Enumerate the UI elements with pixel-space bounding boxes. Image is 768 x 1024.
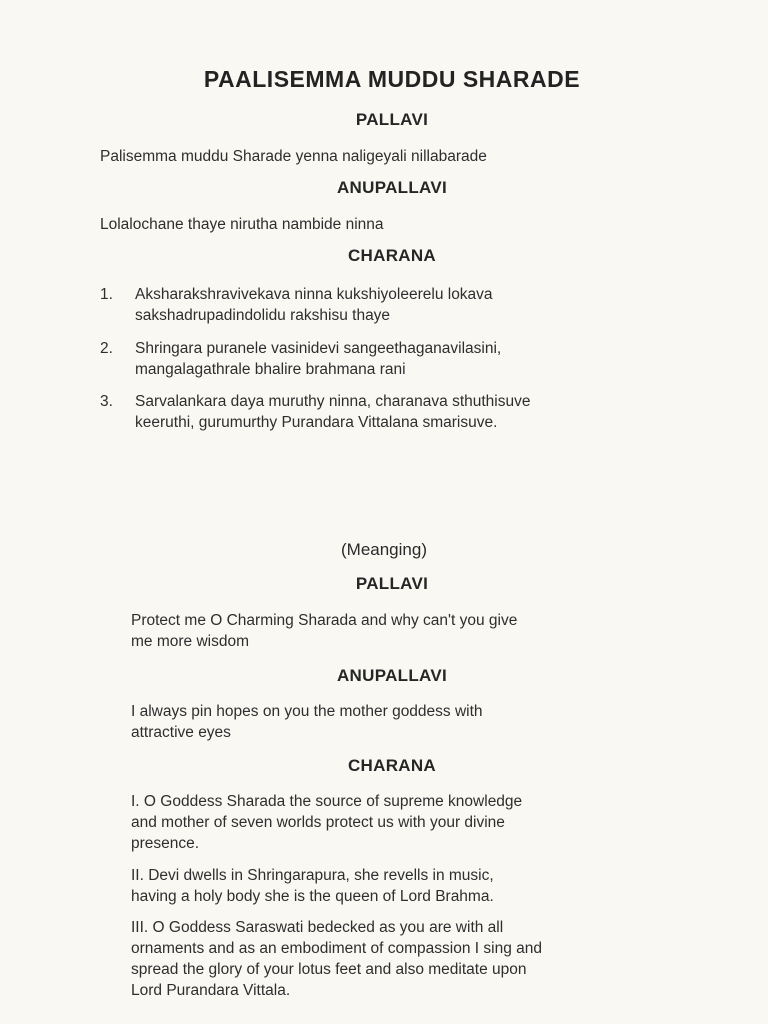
verse-number: 3. xyxy=(100,393,113,410)
verse-number: 1. xyxy=(100,286,113,303)
meaning-label: (Meanging) xyxy=(341,540,427,559)
text-line: me more wisdom xyxy=(131,633,249,650)
text-line: spread the glory of your lotus feet and also meditate upon xyxy=(131,961,527,978)
charana-heading: CHARANA xyxy=(347,246,437,265)
meaning-pallavi-heading: PALLAVI xyxy=(355,574,429,593)
text-line: and mother of seven worlds protect us with your divine xyxy=(131,814,505,831)
meaning-verse-1 xyxy=(131,791,641,854)
text-line: ornaments and as an embodiment of compassion I sing and xyxy=(131,940,542,957)
anupallavi-text: Lolalochane thaye nirutha nambide ninna xyxy=(100,216,384,233)
verse-number: 2. xyxy=(100,340,113,357)
verse-line: sakshadrupadindolidu rakshisu thaye xyxy=(135,307,391,324)
text-line: I. O Goddess Sharada the source of supreme knowledge xyxy=(131,793,523,810)
text-line: attractive eyes xyxy=(131,724,231,741)
verse-line: mangalagathrale bhalire brahmana rani xyxy=(135,361,406,378)
verse-line: Sarvalankara daya muruthy ninna, charanava sthuthisuve xyxy=(135,393,531,410)
text-line: having a holy body she is the queen of Lord Brahma. xyxy=(131,888,494,905)
meaning-anupallavi-heading: ANUPALLAVI xyxy=(336,666,448,685)
charana-verse-3 xyxy=(100,391,660,435)
text-line: I always pin hopes on you the mother goddess with xyxy=(131,703,483,720)
verse-line: Aksharakshravivekava ninna kukshiyoleerelu lokava xyxy=(135,286,493,303)
text-line: III. O Goddess Saraswati bedecked as you are with all xyxy=(131,919,504,936)
song-title: PAALISEMMA MUDDU SHARADE xyxy=(203,66,581,92)
verse-line: keeruthi, gurumurthy Purandara Vittalana smarisuve. xyxy=(135,414,498,431)
text-line: II. Devi dwells in Shringarapura, she revells in music, xyxy=(131,867,494,884)
meaning-pallavi-text xyxy=(131,610,641,652)
text-line: Lord Purandara Vittala. xyxy=(131,982,291,999)
meaning-verse-2 xyxy=(131,865,641,907)
charana-verse-2 xyxy=(100,338,660,382)
text-line: Protect me O Charming Sharada and why can't you give xyxy=(131,612,518,629)
verse-line: Shringara puranele vasinidevi sangeethaganavilasini, xyxy=(135,340,502,357)
text-line: presence. xyxy=(131,835,200,852)
meaning-anupallavi-text xyxy=(131,701,641,743)
meaning-charana-heading: CHARANA xyxy=(347,756,437,775)
anupallavi-heading: ANUPALLAVI xyxy=(336,178,448,197)
meaning-verse-3 xyxy=(131,917,641,1001)
pallavi-heading: PALLAVI xyxy=(355,110,429,129)
charana-verse-1 xyxy=(100,284,660,328)
pallavi-text: Palisemma muddu Sharade yenna naligeyali nillabarade xyxy=(100,148,487,165)
